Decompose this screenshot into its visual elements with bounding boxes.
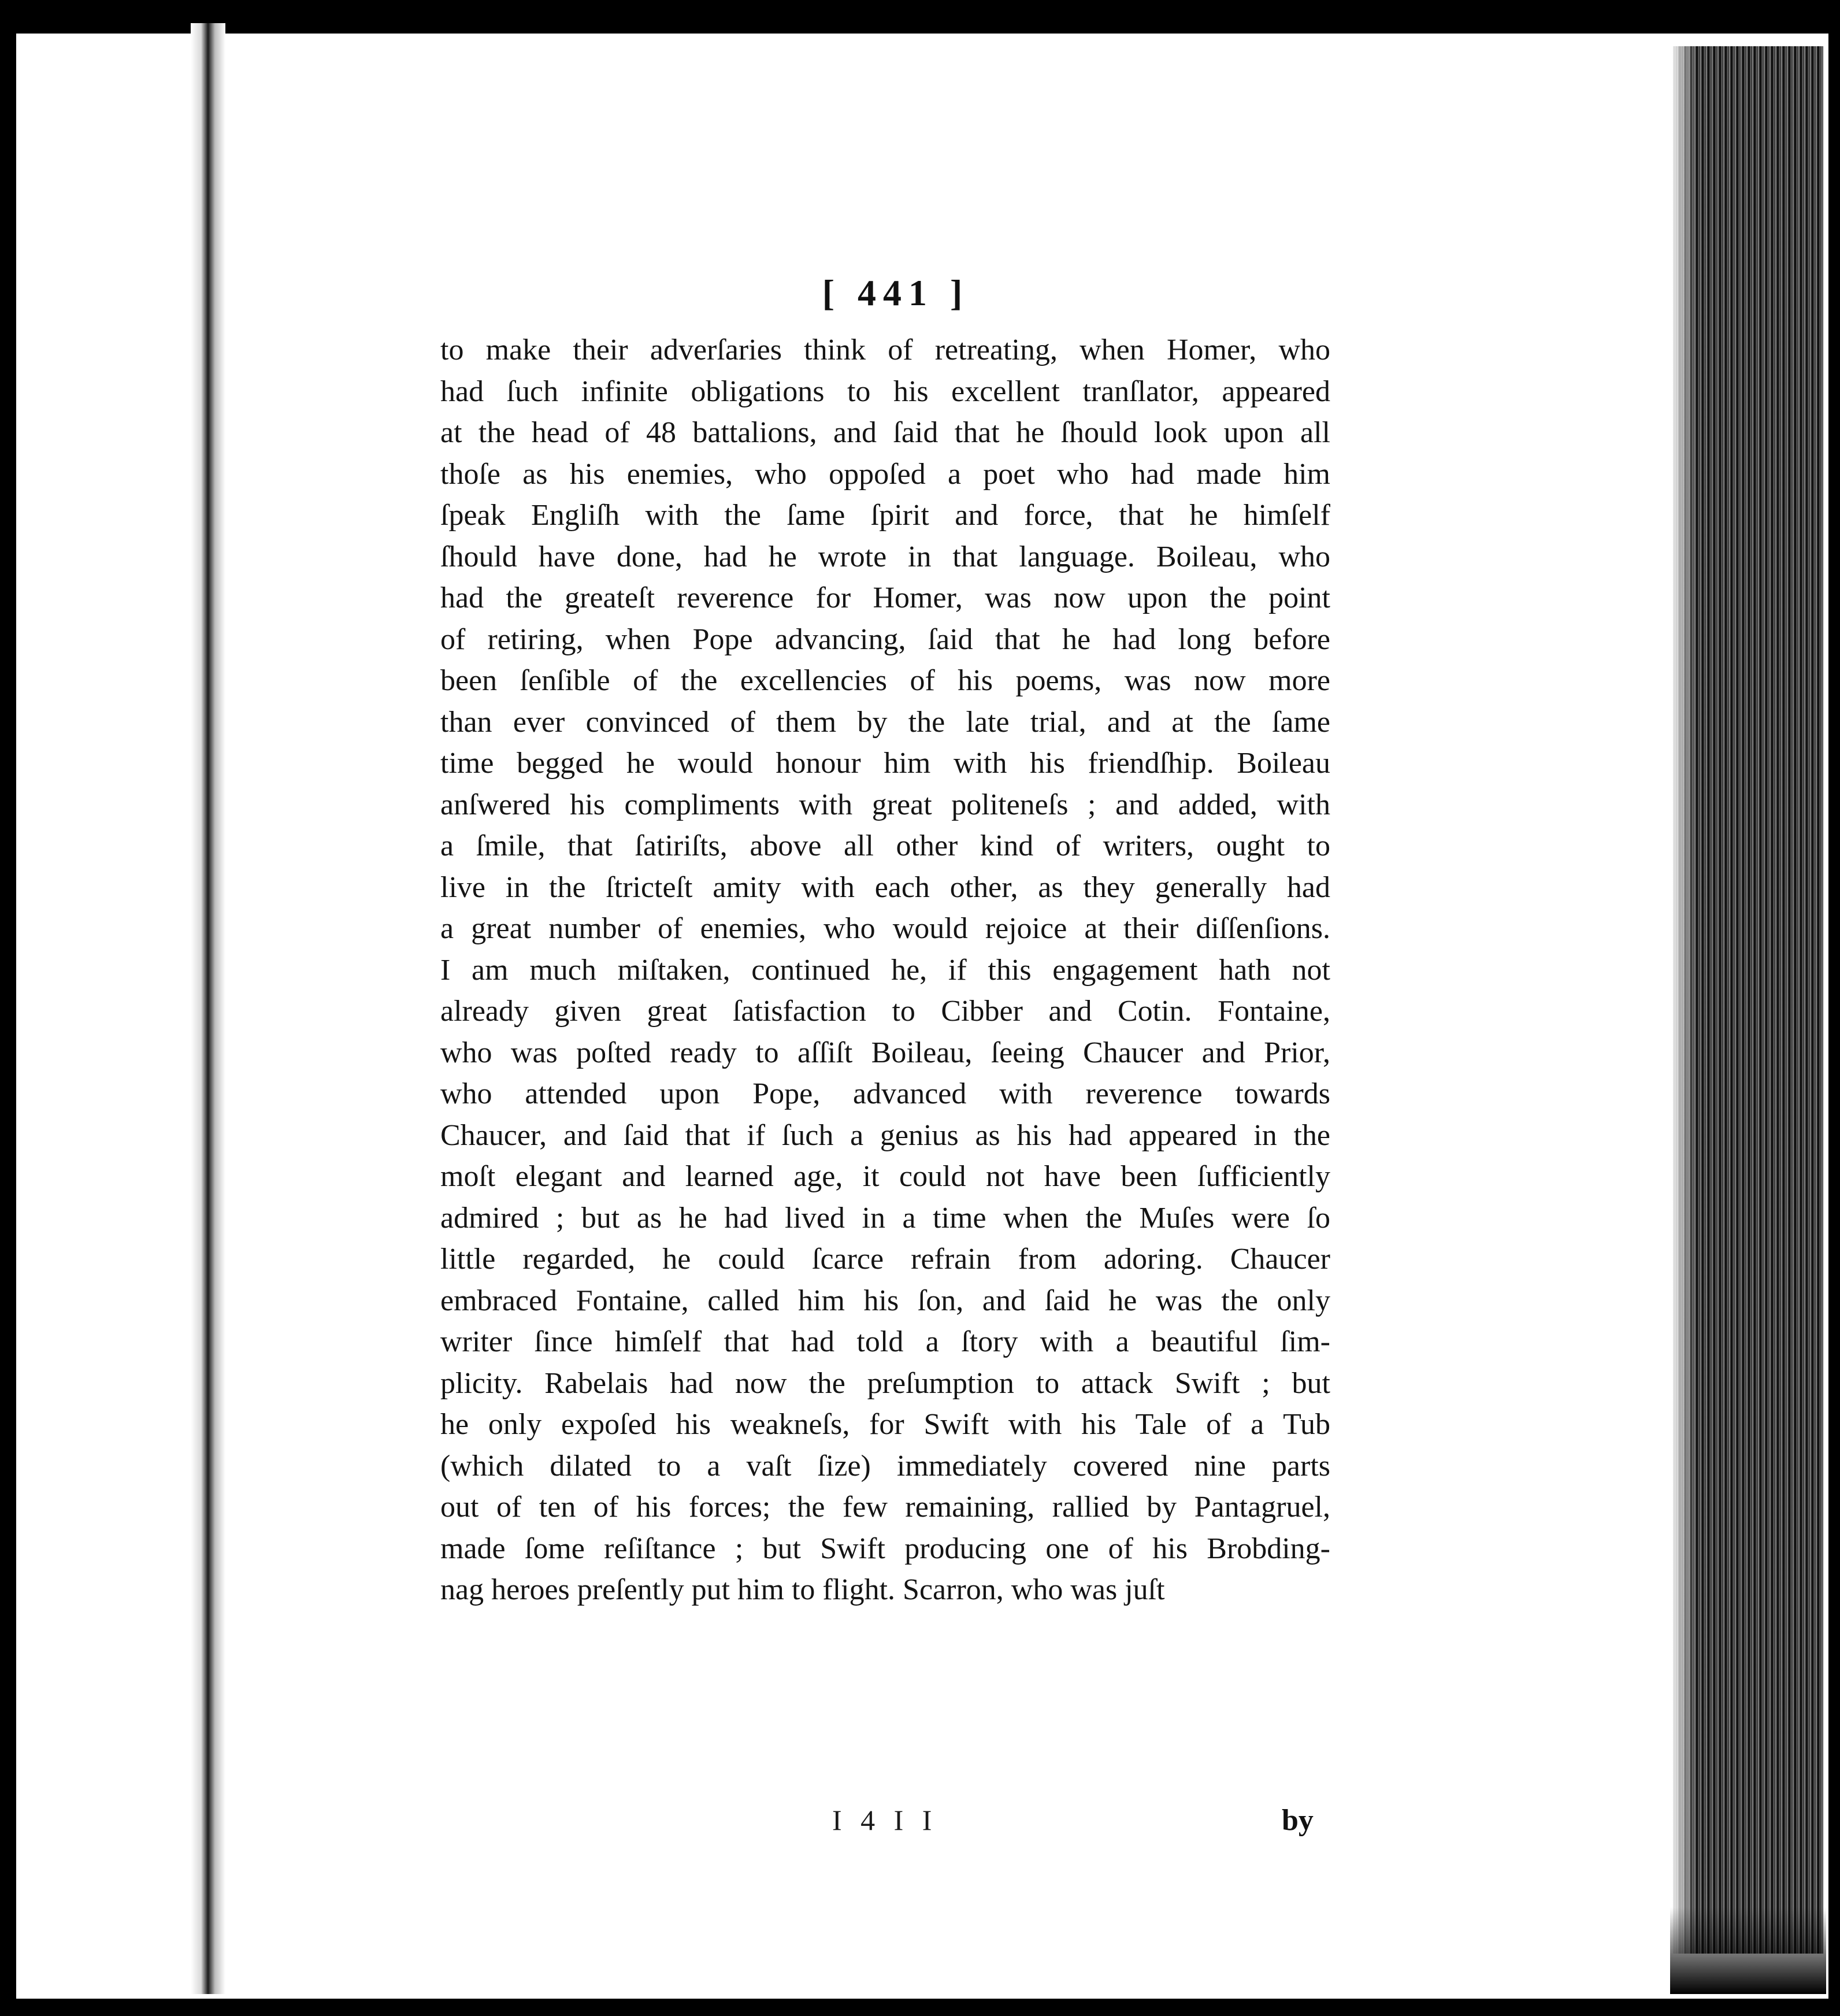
text-line: plicity. Rabelais had now the preſumption to attack Swift ; but	[440, 1366, 1330, 1400]
text-line: a great number of enemies, who would rejoice at their diſſenſions.	[440, 912, 1330, 945]
text-line: live in the ſtricteſt amity with each other, as they generally had	[440, 870, 1330, 904]
page-edges-shadow	[1670, 1907, 1826, 1994]
text-line: he only expoſed his weakneſs, for Swift with his Tale of a Tub	[440, 1408, 1330, 1441]
text-line: embraced Fontaine, called him his ſon, and ſaid he was the only	[440, 1284, 1330, 1317]
text-line: than ever convinced of them by the late trial, and at the ſame	[440, 705, 1330, 739]
page-number-header: [ 441 ]	[822, 272, 970, 313]
text-line: anſwered his compliments with great politeneſs ; and added, with	[440, 788, 1330, 821]
text-line: to make their adverſaries think of retreating, when Homer, who	[440, 333, 1330, 366]
catchword: by	[1282, 1804, 1314, 1837]
text-line: writer ſince himſelf that had told a ſtory with a beautiful ſim-	[440, 1325, 1330, 1358]
text-line: ſpeak Engliſh with the ſame ſpirit and force, that he himſelf	[440, 499, 1330, 532]
scan-border-right	[1828, 0, 1840, 2016]
text-line: nag heroes preſently put him to flight. Scarron, who was juſt	[440, 1573, 1165, 1606]
text-line: who attended upon Pope, advanced with reverence towards	[440, 1077, 1330, 1110]
text-line: of retiring, when Pope advancing, ſaid that he had long before	[440, 622, 1330, 656]
text-line: admired ; but as he had lived in a time when the Muſes were ſo	[440, 1201, 1330, 1235]
signature-mark: I 4 I I	[832, 1804, 938, 1836]
text-line: time begged he would honour him with his friendſhip. Boileau	[440, 747, 1330, 780]
text-line: had the greateſt reverence for Homer, was now upon the point	[440, 581, 1330, 614]
text-line: moſt elegant and learned age, it could not have been ſufficiently	[440, 1160, 1330, 1193]
text-line: already given great ſatisfaction to Cibber and Cotin. Fontaine,	[440, 995, 1330, 1028]
text-line: Chaucer, and ſaid that if ſuch a genius as his had appeared in the	[440, 1118, 1330, 1152]
text-line: been ſenſible of the excellencies of his poems, was now more	[440, 664, 1330, 697]
page-edges-fade	[1673, 46, 1696, 1954]
text-line: out of ten of his forces; the few remaining, rallied by Pantagruel,	[440, 1491, 1330, 1524]
scan-border-bottom	[0, 1999, 1840, 2016]
text-line: made ſome reſiſtance ; but Swift producing one of his Brobding-	[440, 1532, 1330, 1565]
scan-border-top	[0, 0, 1840, 34]
text-line: I am much miſtaken, continued he, if this engagement hath not	[440, 953, 1330, 987]
scan-border-left	[0, 0, 16, 2016]
text-line: a ſmile, that ſatiriſts, above all other kind of writers, ought to	[440, 829, 1330, 862]
body-text	[440, 329, 1330, 1611]
text-line: little regarded, he could ſcarce refrain from adoring. Chaucer	[440, 1243, 1330, 1276]
text-line: (which dilated to a vaſt ſize) immediately covered nine parts	[440, 1449, 1330, 1483]
text-line: who was poſted ready to aſſiſt Boileau, ſeeing Chaucer and Prior,	[440, 1036, 1330, 1069]
book-gutter	[191, 23, 225, 1994]
text-line: at the head of 48 battalions, and ſaid that he ſhould look upon all	[440, 416, 1330, 449]
text-line: had ſuch infinite obligations to his excellent tranſlator, appeared	[440, 375, 1330, 408]
text-line: thoſe as his enemies, who oppoſed a poet who had made him	[440, 457, 1330, 491]
text-line: ſhould have done, had he wrote in that language. Boileau, who	[440, 540, 1330, 573]
